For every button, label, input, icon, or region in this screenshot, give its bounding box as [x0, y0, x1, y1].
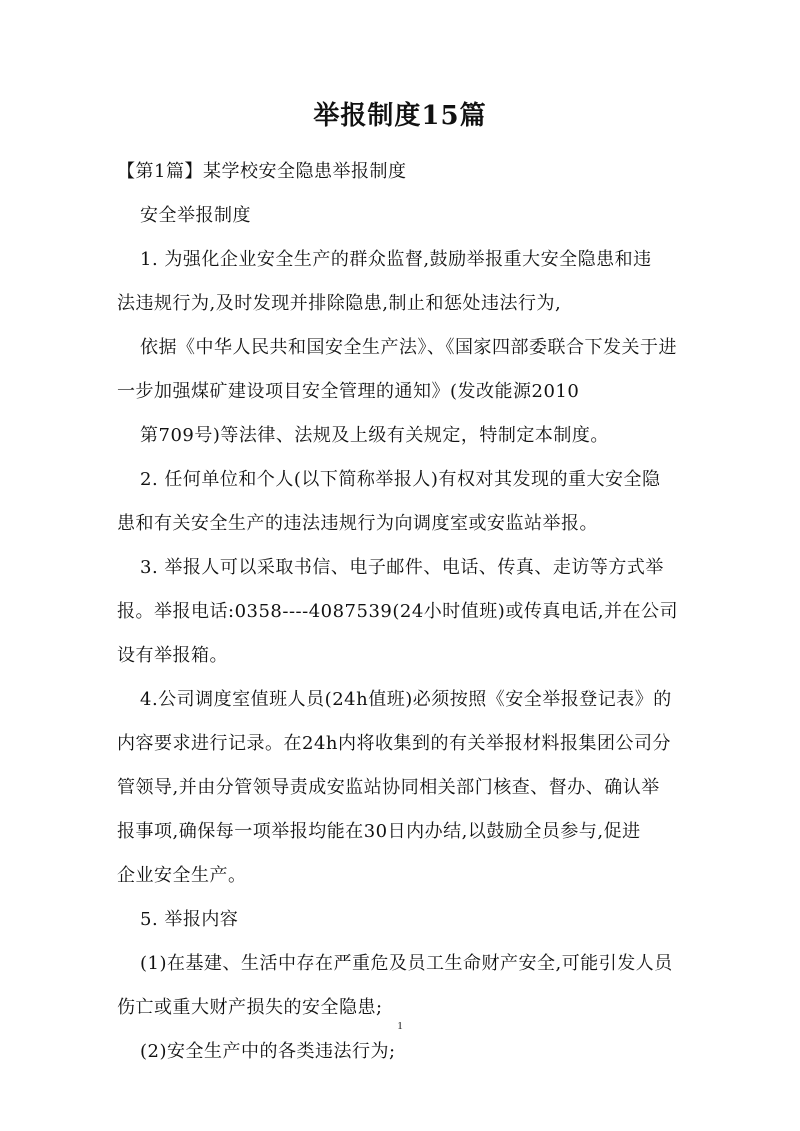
section-heading: 【第1篇】某学校安全隐患举报制度: [117, 161, 407, 182]
paragraph-line: 依据《中华人民共和国安全生产法》、《国家四部委联合下发关于进: [140, 337, 677, 358]
paragraph-line: 内容要求进行记录。在24h内将收集到的有关举报材料报集团公司分: [117, 733, 671, 754]
paragraph-line: 报事项,确保每一项举报均能在30日内办结,以鼓励全员参与,促进: [117, 821, 641, 842]
page-title: 举报制度15篇: [313, 101, 487, 131]
page-number: 1: [397, 1020, 403, 1032]
paragraph-line: 患和有关安全生产的违法违规行为向调度室或安监站举报。: [117, 513, 598, 534]
paragraph-line: 1. 为强化企业安全生产的群众监督,鼓励举报重大安全隐患和违: [140, 249, 652, 270]
paragraph-line: 2. 任何单位和个人(以下简称举报人)有权对其发现的重大安全隐: [140, 469, 661, 490]
paragraph-line: (1)在基建、生活中存在严重危及员工生命财产安全,可能引发人员: [140, 953, 673, 974]
paragraph-line: 安全举报制度: [140, 205, 251, 226]
paragraph-line: 3. 举报人可以采取书信、电子邮件、电话、传真、走访等方式举: [140, 557, 664, 578]
paragraph-line: 伤亡或重大财产损失的安全隐患;: [117, 997, 383, 1018]
paragraph-line: 第709号)等法律、法规及上级有关规定，特制定本制度。: [140, 425, 609, 446]
paragraph-line: 一步加强煤矿建设项目安全管理的通知》(发改能源2010: [117, 381, 580, 402]
paragraph-line: 企业安全生产。: [117, 865, 247, 886]
paragraph-line: 管领导,并由分管领导责成安监站协同相关部门核查、督办、确认举: [117, 777, 660, 798]
paragraph-line: 设有举报箱。: [117, 645, 228, 666]
paragraph-line: 5. 举报内容: [140, 909, 239, 930]
paragraph-line: (2)安全生产中的各类违法行为;: [140, 1041, 396, 1062]
document-body: [117, 150, 683, 1074]
paragraph-line: 报。举报电话:0358----4087539(24小时值班)或传真电话,并在公司: [117, 601, 679, 622]
paragraph-line: 4.公司调度室值班人员(24h值班)必须按照《安全举报登记表》的: [140, 689, 672, 710]
paragraph-line: 法违规行为,及时发现并排除隐患,制止和惩处违法行为,: [117, 293, 562, 314]
